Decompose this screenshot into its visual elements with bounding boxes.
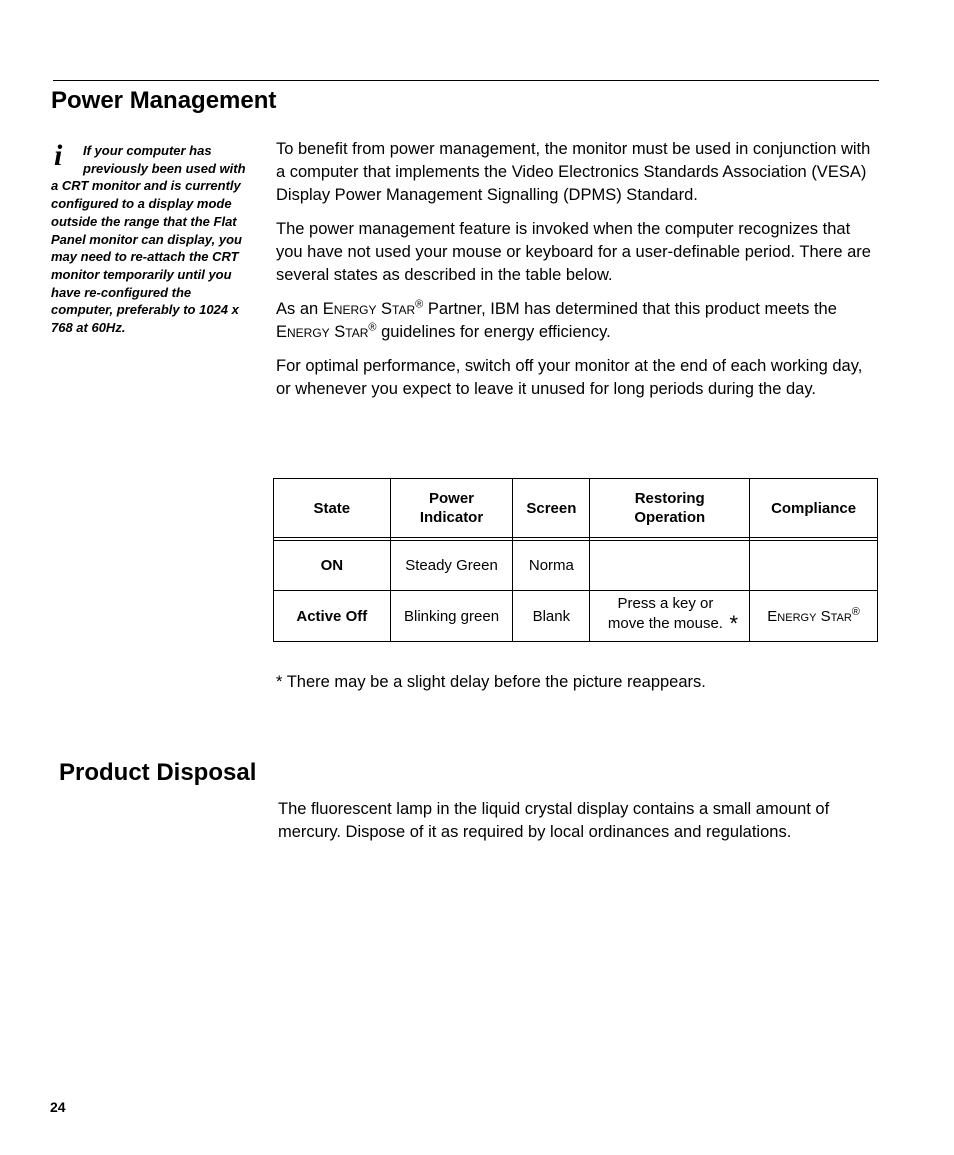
cell-restoring-operation: Press a key or move the mouse. * xyxy=(590,591,750,642)
paragraph-vesa: To benefit from power management, the monitor must be used in conjunction with a computer that implements the Video Electronics Standards Association (VESA) Display Power Management Signalling (DPMS) Standard. xyxy=(276,140,871,204)
power-management-body xyxy=(276,138,881,412)
table-header-row xyxy=(274,479,878,538)
cell-compliance: Energy Star® xyxy=(750,591,878,642)
margin-note-text: If your computer has previously been used with a CRT monitor and is currently configured to a display mode outside the range that the Flat Panel monitor can display, you may need to re-attach the CRT monitor temporarily until you have re-configured the computer, preferably to 1024 x 768 at 60Hz. xyxy=(51,143,246,336)
header-screen: Screen xyxy=(513,479,590,538)
cell-restoring-operation xyxy=(590,541,750,591)
section-title-product-disposal: Product Disposal xyxy=(59,759,257,786)
cell-screen: Blank xyxy=(513,591,590,642)
header-state: State xyxy=(274,479,391,538)
header-restoring-operation: Restoring Operation xyxy=(590,479,750,538)
power-states-table xyxy=(273,478,878,642)
paragraph-energy-star: As an Energy Star® Partner, IBM has determined that this product meets the Energy Star® guidelines for energy efficiency. xyxy=(276,298,837,341)
asterisk-mark: * xyxy=(729,611,739,637)
table-row xyxy=(274,591,878,642)
page-number: 24 xyxy=(50,1099,66,1115)
cell-power-indicator: Blinking green xyxy=(390,591,513,642)
section-title-power-management: Power Management xyxy=(51,87,277,114)
table-footnote: * There may be a slight delay before the picture reappears. xyxy=(276,673,706,691)
cell-state: Active Off xyxy=(274,591,391,642)
paragraph-optimal: For optimal performance, switch off your monitor at the end of each working day, or whenever you expect to leave it unused for long periods during the day. xyxy=(276,357,863,398)
paragraph-disposal: The fluorescent lamp in the liquid crystal display contains a small amount of mercury. Dispose of it as required by local ordinances and regulations. xyxy=(278,800,830,841)
header-compliance: Compliance xyxy=(750,479,878,538)
cell-compliance xyxy=(750,541,878,591)
header-power-indicator: Power Indicator xyxy=(390,479,513,538)
header-rule xyxy=(53,80,879,81)
cell-state: ON xyxy=(274,541,391,591)
cell-power-indicator: Steady Green xyxy=(390,541,513,591)
info-icon: i xyxy=(54,139,63,172)
cell-screen: Norma xyxy=(513,541,590,591)
paragraph-invoked: The power management feature is invoked when the computer recognizes that you have not used your mouse or keyboard for a user-definable period. There are several states as described in the table below. xyxy=(276,220,871,284)
table-row xyxy=(274,541,878,591)
product-disposal-body xyxy=(278,798,878,855)
margin-note xyxy=(51,139,251,337)
